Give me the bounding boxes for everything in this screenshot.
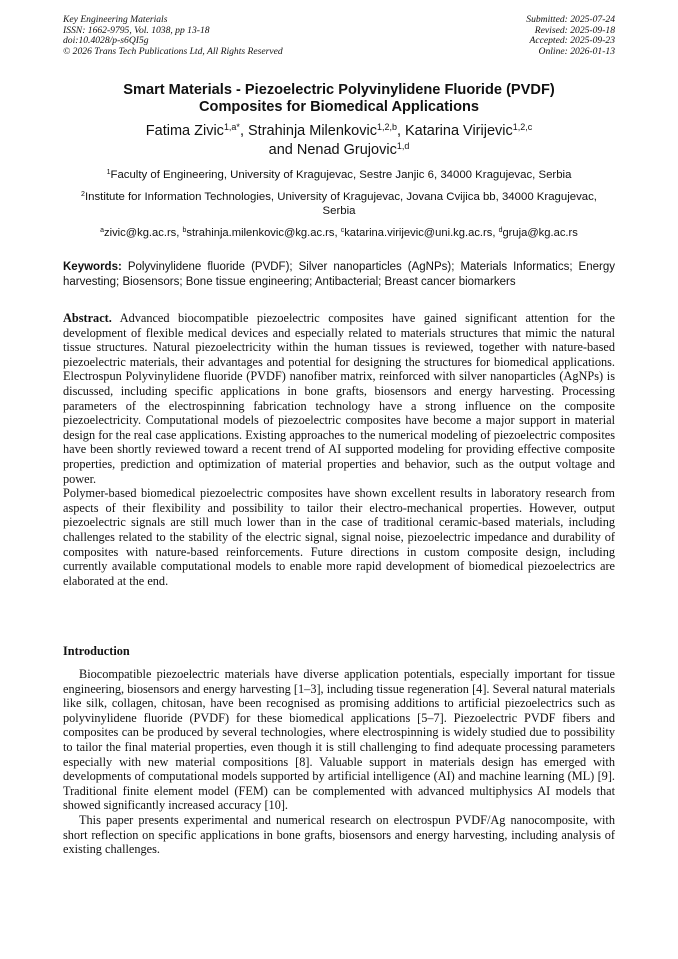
email-separator: ,: [334, 227, 341, 239]
introduction-paragraph-1: Biocompatible piezoelectric materials have diverse application potentials, especially important for tissue engineering, biosensors and energy harvesting [1–3], including tissue regeneration [4]. Several natural materials like silk, collagen, chitosan, have been recognised as promising additions to artificial piezoelectrics such as polyvinylidene fluoride (PVDF) for these biomedical applications [5–7]. Piezoelectric PVDF fibers and composites can be produced by several technologies, where electrospinning is widely studied due to possibility to tailor the final material properties, even though it is still challenging to find adequate processing parameters especially with new material compositions [8]. Valuable support in materials design has emerged with developments of computational models supported by artificial intelligence (AI) and machine learning (ML) [9]. Traditional finite element model (FEM) can be complemented with advanced multiphysics AI models that showed significantly increased accuracy [10].: [63, 667, 615, 813]
abstract-label: Abstract.: [63, 311, 112, 325]
affiliation-text: Institute for Information Technologies, University of Kragujevac, Jovana Cvijica bb, 34000 Kragujevac, Serbia: [84, 191, 597, 217]
email-mark: b: [182, 227, 187, 235]
introduction-heading: Introduction: [63, 644, 130, 658]
revised-date: Revised: 2025-09-18: [534, 24, 615, 36]
email-mark: a: [100, 227, 104, 235]
affiliation-mark: 1: [106, 169, 111, 177]
author-affil-mark: 1,d: [396, 141, 410, 152]
abstract-paragraph-1: [63, 311, 615, 486]
online-date: Online: 2026-01-13: [538, 45, 615, 57]
affiliation-text: Faculty of Engineering, University of Kragujevac, Sestre Janjic 6, 34000 Kragujevac, Serbia: [110, 169, 572, 181]
abstract-section: [63, 311, 615, 588]
author-affil-mark: 1,2,b: [376, 122, 397, 133]
journal-name: Key Engineering Materials: [63, 14, 168, 25]
email-separator: ,: [176, 227, 183, 239]
author-name: Strahinja Milenkovic: [248, 123, 377, 139]
email-link[interactable]: strahinja.milenkovic@kg.ac.rs: [186, 227, 335, 239]
submitted-date: Submitted: 2025-07-24: [526, 14, 615, 25]
email-mark: d: [498, 227, 503, 235]
author-emails: [63, 226, 615, 240]
accepted-date: Accepted: 2025-09-23: [529, 35, 615, 46]
journal-header-right: [526, 15, 615, 57]
author-separator: ,: [239, 123, 248, 139]
author-affil-mark: 1,a*: [223, 122, 240, 133]
copyright-line: © 2026 Trans Tech Publications Ltd, All Rights Reserved: [63, 45, 283, 57]
email-link[interactable]: zivic@kg.ac.rs: [104, 227, 177, 239]
affiliation-mark: 2: [81, 191, 85, 199]
abstract-text-1: Advanced biocompatible piezoelectric composites have gained significant attention for the development of flexible medical devices and especially related to materials structures that mimic the natural tissue structures. Natural piezoelectricity within the human tissues is reviewed, together with nature-based piezoelectric materials, their advantages and potential for designing the structures for biomedical applications. Electrospun Polyvinylidene fluoride (PVDF) nanofiber matrix, reinforced with silver nanoparticles (AgNPs) is discussed, including specific applications in bone grafts, biosensors and energy harvesting. Processing parameters of the electrospinning fabrication technology have a strong influence on the composite piezoelectricity. Computational models of piezoelectric composites have become a major support in material design for the real case applications. Existing approaches to the numerical modeling of piezoelectric composites have been shortly reviewed toward a recent trend of AI supported modeling for providing effective composite properties, prediction and optimization of material properties and behavior, such as the output voltage and power.: [63, 311, 615, 486]
email-link[interactable]: katarina.virijevic@uni.kg.ac.rs: [344, 227, 493, 239]
paper-title: [63, 82, 615, 116]
introduction-section: [63, 667, 615, 857]
introduction-paragraph-2: This paper presents experimental and numerical research on electrospun PVDF/Ag nanocomposite, with short reflection on specific applications in bone grafts, biosensors and energy harvesting, including analysis of existing challenges.: [63, 812, 615, 857]
email-separator: ,: [492, 227, 499, 239]
issn-line: ISSN: 1662-9795, Vol. 1038, pp 13-18: [63, 24, 210, 36]
author-name: Katarina Virijevic: [405, 123, 513, 139]
author-affil-mark: 1,2,c: [512, 122, 533, 133]
keywords-section: [63, 260, 615, 289]
affiliation-1: [70, 168, 608, 182]
author-separator: ,: [396, 123, 405, 139]
title-line-1: Smart Materials - Piezoelectric Polyvinylidene Fluoride (PVDF): [123, 82, 555, 98]
author-name: and Nenad Grujovic: [268, 142, 397, 158]
journal-header-left: [63, 15, 283, 57]
author-line-1: [63, 122, 615, 141]
author-name: Fatima Zivic: [145, 123, 224, 139]
email-link[interactable]: gruja@kg.ac.rs: [502, 227, 578, 239]
author-line-2: [63, 141, 615, 160]
affiliation-2: [70, 190, 608, 218]
keywords-text: Polyvinylidene fluoride (PVDF); Silver nanoparticles (AgNPs); Materials Informatics; Energy harvesting; Biosensors; Bone tissue engineering; Antibacterial; Breast cancer biomarkers: [63, 261, 615, 288]
title-line-2: Composites for Biomedical Applications: [198, 99, 480, 115]
doi-line: doi:10.4028/p-s6QI5g: [63, 35, 149, 46]
email-mark: c: [340, 227, 345, 235]
author-list: [63, 122, 615, 160]
keywords-label: Keywords:: [63, 261, 122, 273]
abstract-paragraph-2: Polymer-based biomedical piezoelectric composites have shown excellent results in laboratory research from aspects of their flexibility and possibility to tailor their electro-mechanical properties. However, output piezoelectric signals are still much lower than in the case of traditional ceramic-based materials, including challenges related to the stability of the electric signal, signal noise, piezoelectric impedance and durability of composites with nature-based reinforcements. Future directions in custom composite design, including currently available computational models to enable more rapid development of biomedical piezoelectrics are elaborated at the end.: [63, 486, 615, 588]
